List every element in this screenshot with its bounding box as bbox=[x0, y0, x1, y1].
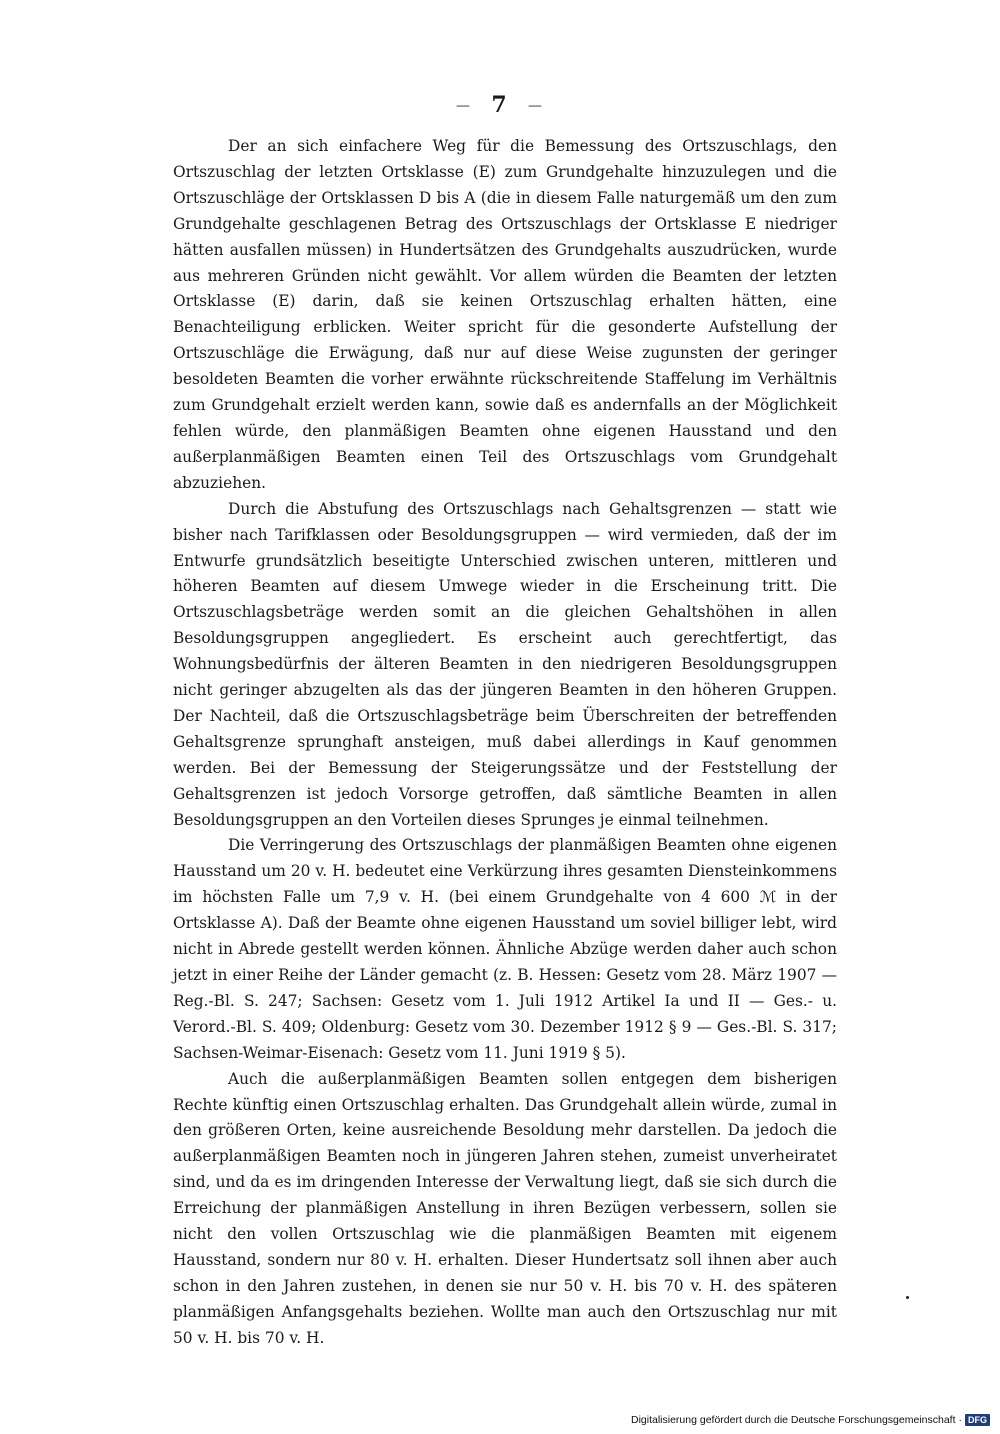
page-header bbox=[0, 92, 1000, 118]
paragraph-ortszuschlag-bemessung: Der an sich einfachere Weg für die Bemessung des Ortszuschlags, den Ortszuschlag der letzten Ortsklasse (E) zum Grundgehalte hinzuzulegen und die Ortszuschläge der Ortsklassen D bis A (die in diesem Falle naturgemäß um den zum Grundgehalte geschlagenen Betrag des Ortszuschlags der Ortsklasse E niedriger hätten ausfallen müssen) in Hundertsätzen des Grundgehalts auszudrücken, wurde aus mehreren Gründen nicht gewählt. Vor allem würden die Beamten der letzten Ortsklasse (E) darin, daß sie keinen Ortszuschlag erhalten hätten, eine Benachteiligung erblicken. Weiter spricht für die gesonderte Aufstellung der Ortszuschläge die Erwägung, daß nur auf diese Weise zugunsten der geringer besoldeten Beamten die vorher erwähnte rückschreitende Staffelung im Verhältnis zum Grundgehalt erzielt werden kann, sowie daß es andernfalls an der Möglichkeit fehlen würde, den planmäßigen Beamten ohne eigenen Hausstand und den außerplanmäßigen Beamten einen Teil des Ortszuschlags vom Grundgehalt abzuziehen. bbox=[173, 137, 837, 492]
header-dash-right: — bbox=[527, 98, 544, 114]
dfg-footer bbox=[631, 1414, 990, 1426]
dfg-logo-icon: DFG bbox=[965, 1414, 990, 1426]
page-number: 7 bbox=[491, 92, 509, 118]
paragraph-ohne-hausstand: Die Verringerung des Ortszuschlags der planmäßigen Beamten ohne eigenen Hausstand um 20 v. H. bedeutet eine Verkürzung ihres gesamten Diensteinkommens im höchsten Falle um 7,9 v. H. (bei einem Grundgehalte von 4 600 ℳ in der Ortsklasse A). Daß der Beamte ohne eigenen Hausstand um soviel billiger lebt, wird nicht in Abrede gestellt werden können. Ähnliche Abzüge werden daher auch schon jetzt in einer Reihe der Länder gemacht (z. B. Hessen: Gesetz vom 28. März 1907 — Reg.-Bl. S. 247; Sachsen: Gesetz vom 1. Juli 1912 Artikel Ia und II — Ges.- u. Verord.-Bl. S. 409; Oldenburg: Gesetz vom 30. Dezember 1912 § 9 — Ges.-Bl. S. 317; Sachsen-Weimar-Eisenach: Gesetz vom 11. Juni 1919 § 5). bbox=[173, 836, 837, 1062]
header-dash-left: — bbox=[456, 98, 473, 114]
scan-speck bbox=[906, 1296, 909, 1299]
footer-text: Digitalisierung gefördert durch die Deutsche Forschungsgemeinschaft bbox=[630, 1414, 956, 1426]
paragraph-gehaltsgrenzen: Durch die Abstufung des Ortszuschlags nach Gehaltsgrenzen — statt wie bisher nach Tarifklassen oder Besoldungsgruppen — wird vermieden, daß der im Entwurfe grundsätzlich beseitigte Unterschied zwischen unteren, mittleren und höheren Beamten auf diesem Umwege wieder in die Erscheinung tritt. Die Ortszuschlagsbeträge werden somit an die gleichen Gehaltshöhen in allen Besoldungsgruppen angegliedert. Es erscheint auch gerechtfertigt, das Wohnungsbedürfnis der älteren Beamten in den niedrigeren Besoldungsgruppen nicht geringer abzugelten als das der jüngeren Beamten in den höheren Gruppen. Der Nachteil, daß die Ortszuschlagsbeträge beim Überschreiten der betreffenden Gehaltsgrenze sprunghaft ansteigen, muß dabei allerdings in Kauf genommen werden. Bei der Bemessung der Steigerungssätze und der Feststellung der Gehaltsgrenzen ist jedoch Vorsorge getroffen, daß sämtliche Beamten in allen Besoldungsgruppen an den Vorteilen dieses Sprunges je einmal teilnehmen. bbox=[173, 499, 837, 829]
paragraph-ausserplanmaessige-beamte: Auch die außerplanmäßigen Beamten sollen entgegen dem bisherigen Rechte künftig einen Ortszuschlag erhalten. Das Grundgehalt allein würde, zumal in den größeren Orten, keine ausreichende Besoldung mehr darstellen. Da jedoch die außerplanmäßigen Beamten noch in jüngeren Jahren stehen, zumeist unverheiratet sind, und da es im dringenden Interesse der Verwaltung liegt, daß sie sich durch die Erreichung der planmäßigen Anstellung in ihren Bezügen verbessern, sollen sie nicht den vollen Ortszuschlag wie die planmäßigen Beamten mit eigenem Hausstand, sondern nur 80 v. H. erhalten. Dieser Hundertsatz soll ihnen aber auch schon in den Jahren zustehen, in denen sie nur 50 v. H. bis 70 v. H. des späteren planmäßigen Anfangsgehalts beziehen. Wollte man auch den Ortszuschlag nur mit 50 v. H. bis 70 v. H. bbox=[173, 1069, 837, 1347]
footer-separator-dot: · bbox=[958, 1414, 962, 1426]
page-body bbox=[173, 134, 837, 1352]
